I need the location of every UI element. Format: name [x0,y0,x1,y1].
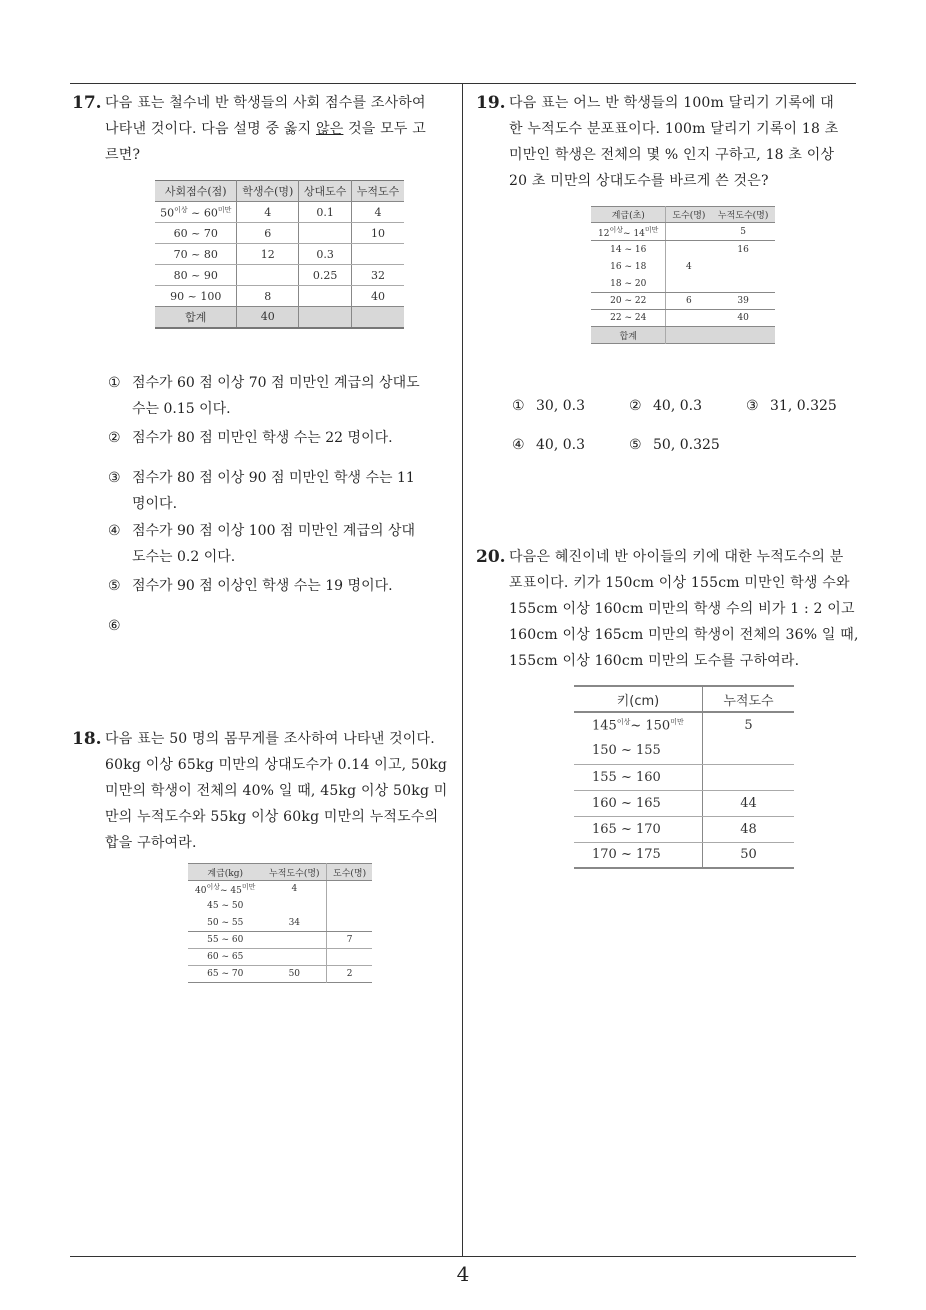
option-text: 40, 0.3 [536,437,585,453]
text-line: 미만의 학생이 전체의 40% 일 때, 45kg 이상 50kg 미 [105,783,448,799]
table-total-row [591,327,775,344]
q18-table [188,863,372,983]
option-mark: ② [108,430,121,446]
table-cell: 55 ~ 60 [188,932,262,949]
table-cell: 합계 [155,307,237,328]
option-text: 점수가 60 점 이상 70 점 미만인 계급의 상대도 [132,375,420,391]
table-cell [666,223,711,241]
table-cell: 7 [327,932,372,949]
text-line: 포표이다. 키가 150cm 이상 155cm 미만인 학생 수와 [509,575,850,591]
option-1[interactable] [512,393,585,419]
table-header: 도수(명) [666,207,711,223]
table-header: 계급(kg) [188,864,262,881]
column-divider [462,83,463,1256]
text-line: 다음 표는 어느 반 학생들의 100m 달리기 기록에 대 [509,95,835,111]
table-cell: 5 [711,223,775,241]
table-cell: 16 ~ 18 [610,262,647,272]
question-20 [476,544,862,674]
option-2[interactable] [108,425,458,451]
table-row [591,223,775,241]
table-cell [299,307,352,328]
q20-table [574,685,794,869]
table-cell [711,276,775,293]
table-cell: 6 [666,293,711,310]
table-row [574,738,794,764]
table-cell: 12 [237,244,299,265]
table-cell: 0.3 [299,244,352,265]
table-cell: 0.25 [299,265,352,286]
table-cell [299,223,352,244]
option-text-cont: 도수는 0.2 이다. [132,549,236,565]
table-cell [299,286,352,307]
option-mark: ⑤ [108,578,121,594]
table-cell: 40 [237,307,299,328]
table-row [188,932,372,949]
option-mark: ④ [512,437,525,453]
table-cell: 40 [711,310,775,327]
table-row [155,265,404,286]
table-header: 누적도수 [703,686,795,712]
table-cell: 150 ~ 155 [574,738,703,764]
option-mark: ⑤ [629,437,642,453]
table-row [155,202,404,223]
question-text [509,90,862,194]
text-line: 다음은 혜진이네 반 아이들의 키에 대한 누적도수의 분 [509,549,844,565]
table-cell: 4 [352,202,404,223]
table-cell: 44 [703,790,795,816]
table-cell [711,327,775,344]
text-segment: 것을 모두 고 [343,121,426,137]
text-line: 155cm 이상 160cm 미만의 학생 수의 비가 1 : 2 이고 [509,601,855,617]
option-4[interactable] [108,518,458,570]
table-cell: 8 [237,286,299,307]
table-cell: $145^{이상}\sim$ $150^{미만}$ [574,712,703,738]
option-text: 30, 0.3 [536,398,585,414]
table-cell: 70 ~ 80 [155,244,237,265]
table-cell [237,265,299,286]
table-cell: 10 [352,223,404,244]
table-cell: $40^{이상}\sim$ $45^{미만}$ [195,883,256,897]
text-line: 미만인 학생은 전체의 몇 % 인지 구하고, 18 초 이상 [509,147,835,163]
option-mark: ③ [746,398,759,414]
table-cell: 155 ~ 160 [574,764,703,790]
option-2[interactable] [629,393,702,419]
option-3[interactable] [746,393,837,419]
table-cell: 22 ~ 24 [591,310,666,327]
question-text [509,544,862,674]
text-line: 다음 표는 철수네 반 학생들의 사회 점수를 조사하여 [105,95,426,111]
question-19 [476,90,862,194]
table-cell [703,738,795,764]
table-header: 키(cm) [574,686,703,712]
table-cell [262,932,326,949]
table-row [591,293,775,310]
table-row [574,816,794,842]
question-text [105,90,462,168]
table-cell: 4 [666,259,711,276]
q19-table [591,206,775,344]
underlined-word: 않은 [315,121,344,137]
table-cell: 45 ~ 50 [207,901,244,911]
table-cell: 16 [737,244,749,255]
table-cell: 4 [291,884,298,895]
table-cell: 160 ~ 165 [574,790,703,816]
table-header: 학생수(명) [237,181,299,202]
table-cell: 2 [327,966,372,983]
question-number: 17. [72,93,102,113]
option-4[interactable] [512,432,585,458]
q17-table [155,180,404,329]
option-text: 점수가 90 점 이상 100 점 미만인 계급의 상대 [132,523,415,539]
bottom-rule [70,1256,856,1257]
table-row [591,259,775,276]
table-row [188,881,372,898]
text-line: 합을 구하여라. [105,835,197,851]
text-line: 한 누적도수 분포표이다. 100m 달리기 기록이 18 초 [509,121,839,137]
table-cell: 40 [352,286,404,307]
table-cell: 50 ~ 55 [188,915,262,932]
table-cell: 50 [288,969,301,979]
table-cell: 34 [262,915,326,932]
table-header: 누적도수(명) [711,207,775,223]
table-cell [327,881,372,898]
table-row [591,241,775,259]
option-3[interactable] [108,465,458,517]
table-row [574,842,794,868]
text-line: 르면? [105,147,141,163]
table-cell: $50^{이상}$ ~ $60^{미만}$ [155,202,237,223]
text-line: 160cm 이상 165cm 미만의 학생이 전체의 36% 일 때, [509,627,859,643]
table-cell: 6 [237,223,299,244]
question-number: 18. [72,729,102,749]
table-cell [352,244,404,265]
question-number: 20. [476,547,506,567]
option-6[interactable] [108,613,458,639]
table-cell [666,276,711,293]
option-text: 50, 0.325 [653,437,720,453]
table-header: 상대도수 [299,181,352,202]
question-text [105,726,462,856]
table-row [574,764,794,790]
option-text: 40, 0.3 [653,398,702,414]
option-mark: ③ [108,470,121,486]
table-cell [711,259,775,276]
table-row [591,276,775,293]
table-cell: 60 ~ 70 [155,223,237,244]
table-cell: 20 ~ 22 [591,293,666,310]
text-line: 155cm 이상 160cm 미만의 도수를 구하여라. [509,653,800,669]
option-text: 점수가 90 점 이상인 학생 수는 19 명이다. [132,578,393,594]
option-text: 31, 0.325 [770,398,837,414]
text-line: 20 초 미만의 상대도수를 바르게 쓴 것은? [509,173,769,189]
table-cell: 60 ~ 65 [188,949,262,966]
table-cell [703,764,795,790]
option-mark: ① [512,398,525,414]
page-number: 4 [456,1262,470,1286]
text-line: 60kg 이상 65kg 미만의 상대도수가 0.14 이고, 50kg [105,757,448,773]
table-cell [327,915,372,932]
table-row [574,790,794,816]
option-text-cont: 수는 0.15 이다. [132,401,231,417]
option-1[interactable] [108,370,458,422]
table-cell [352,307,404,328]
table-row [574,712,794,738]
table-header: 계급(초) [591,207,666,223]
table-cell [666,241,711,259]
table-cell [262,898,326,915]
question-number: 19. [476,93,506,113]
table-cell: 14 ~ 16 [610,244,647,255]
question-18 [72,726,462,856]
option-mark: ⑥ [108,618,121,634]
table-row [188,898,372,915]
option-5[interactable] [108,573,458,599]
top-rule [70,83,856,84]
table-total-row [155,307,404,328]
table-cell [327,949,372,966]
table-row [155,286,404,307]
table-cell: 170 ~ 175 [574,842,703,868]
table-header: 도수(명) [327,864,372,881]
table-row [155,223,404,244]
table-row [188,966,372,983]
option-text: 점수가 80 점 미만인 학생 수는 22 명이다. [132,430,393,446]
option-mark: ① [108,375,121,391]
table-cell [262,949,326,966]
table-cell: 18 ~ 20 [591,276,666,293]
table-cell: 5 [744,718,753,733]
text-line: 다음 표는 50 명의 몸무게를 조사하여 나타낸 것이다. [105,731,435,747]
text-segment: 나타낸 것이다. 다음 설명 중 옳지 [105,121,316,137]
table-cell: 합계 [619,331,637,342]
table-cell: 165 ~ 170 [574,816,703,842]
table-cell [666,327,711,344]
text-line [105,116,462,142]
text-line: 만의 누적도수와 55kg 이상 60kg 미만의 누적도수의 [105,809,439,825]
table-cell: 32 [352,265,404,286]
table-header: 누적도수(명) [262,864,326,881]
table-cell [327,898,372,915]
table-cell: 90 ~ 100 [155,286,237,307]
table-row [188,915,372,932]
table-cell: 0.1 [299,202,352,223]
option-5[interactable] [629,432,720,458]
table-header: 누적도수 [352,181,404,202]
table-header: 사회점수(점) [155,181,237,202]
option-mark: ② [629,398,642,414]
table-cell: 50 [740,847,757,863]
table-cell: 80 ~ 90 [155,265,237,286]
option-text-cont: 명이다. [132,496,178,512]
table-cell: 39 [711,293,775,310]
table-cell: 65 ~ 70 [207,969,244,979]
table-cell [666,310,711,327]
table-cell: $12^{이상}\sim$ $14^{미만}$ [591,223,666,241]
table-row [155,244,404,265]
table-row [188,949,372,966]
question-17 [72,90,462,168]
option-text: 점수가 80 점 이상 90 점 미만인 학생 수는 11 [132,470,415,486]
table-cell: 4 [237,202,299,223]
option-mark: ④ [108,523,121,539]
table-cell: 48 [703,816,795,842]
table-row [591,310,775,327]
